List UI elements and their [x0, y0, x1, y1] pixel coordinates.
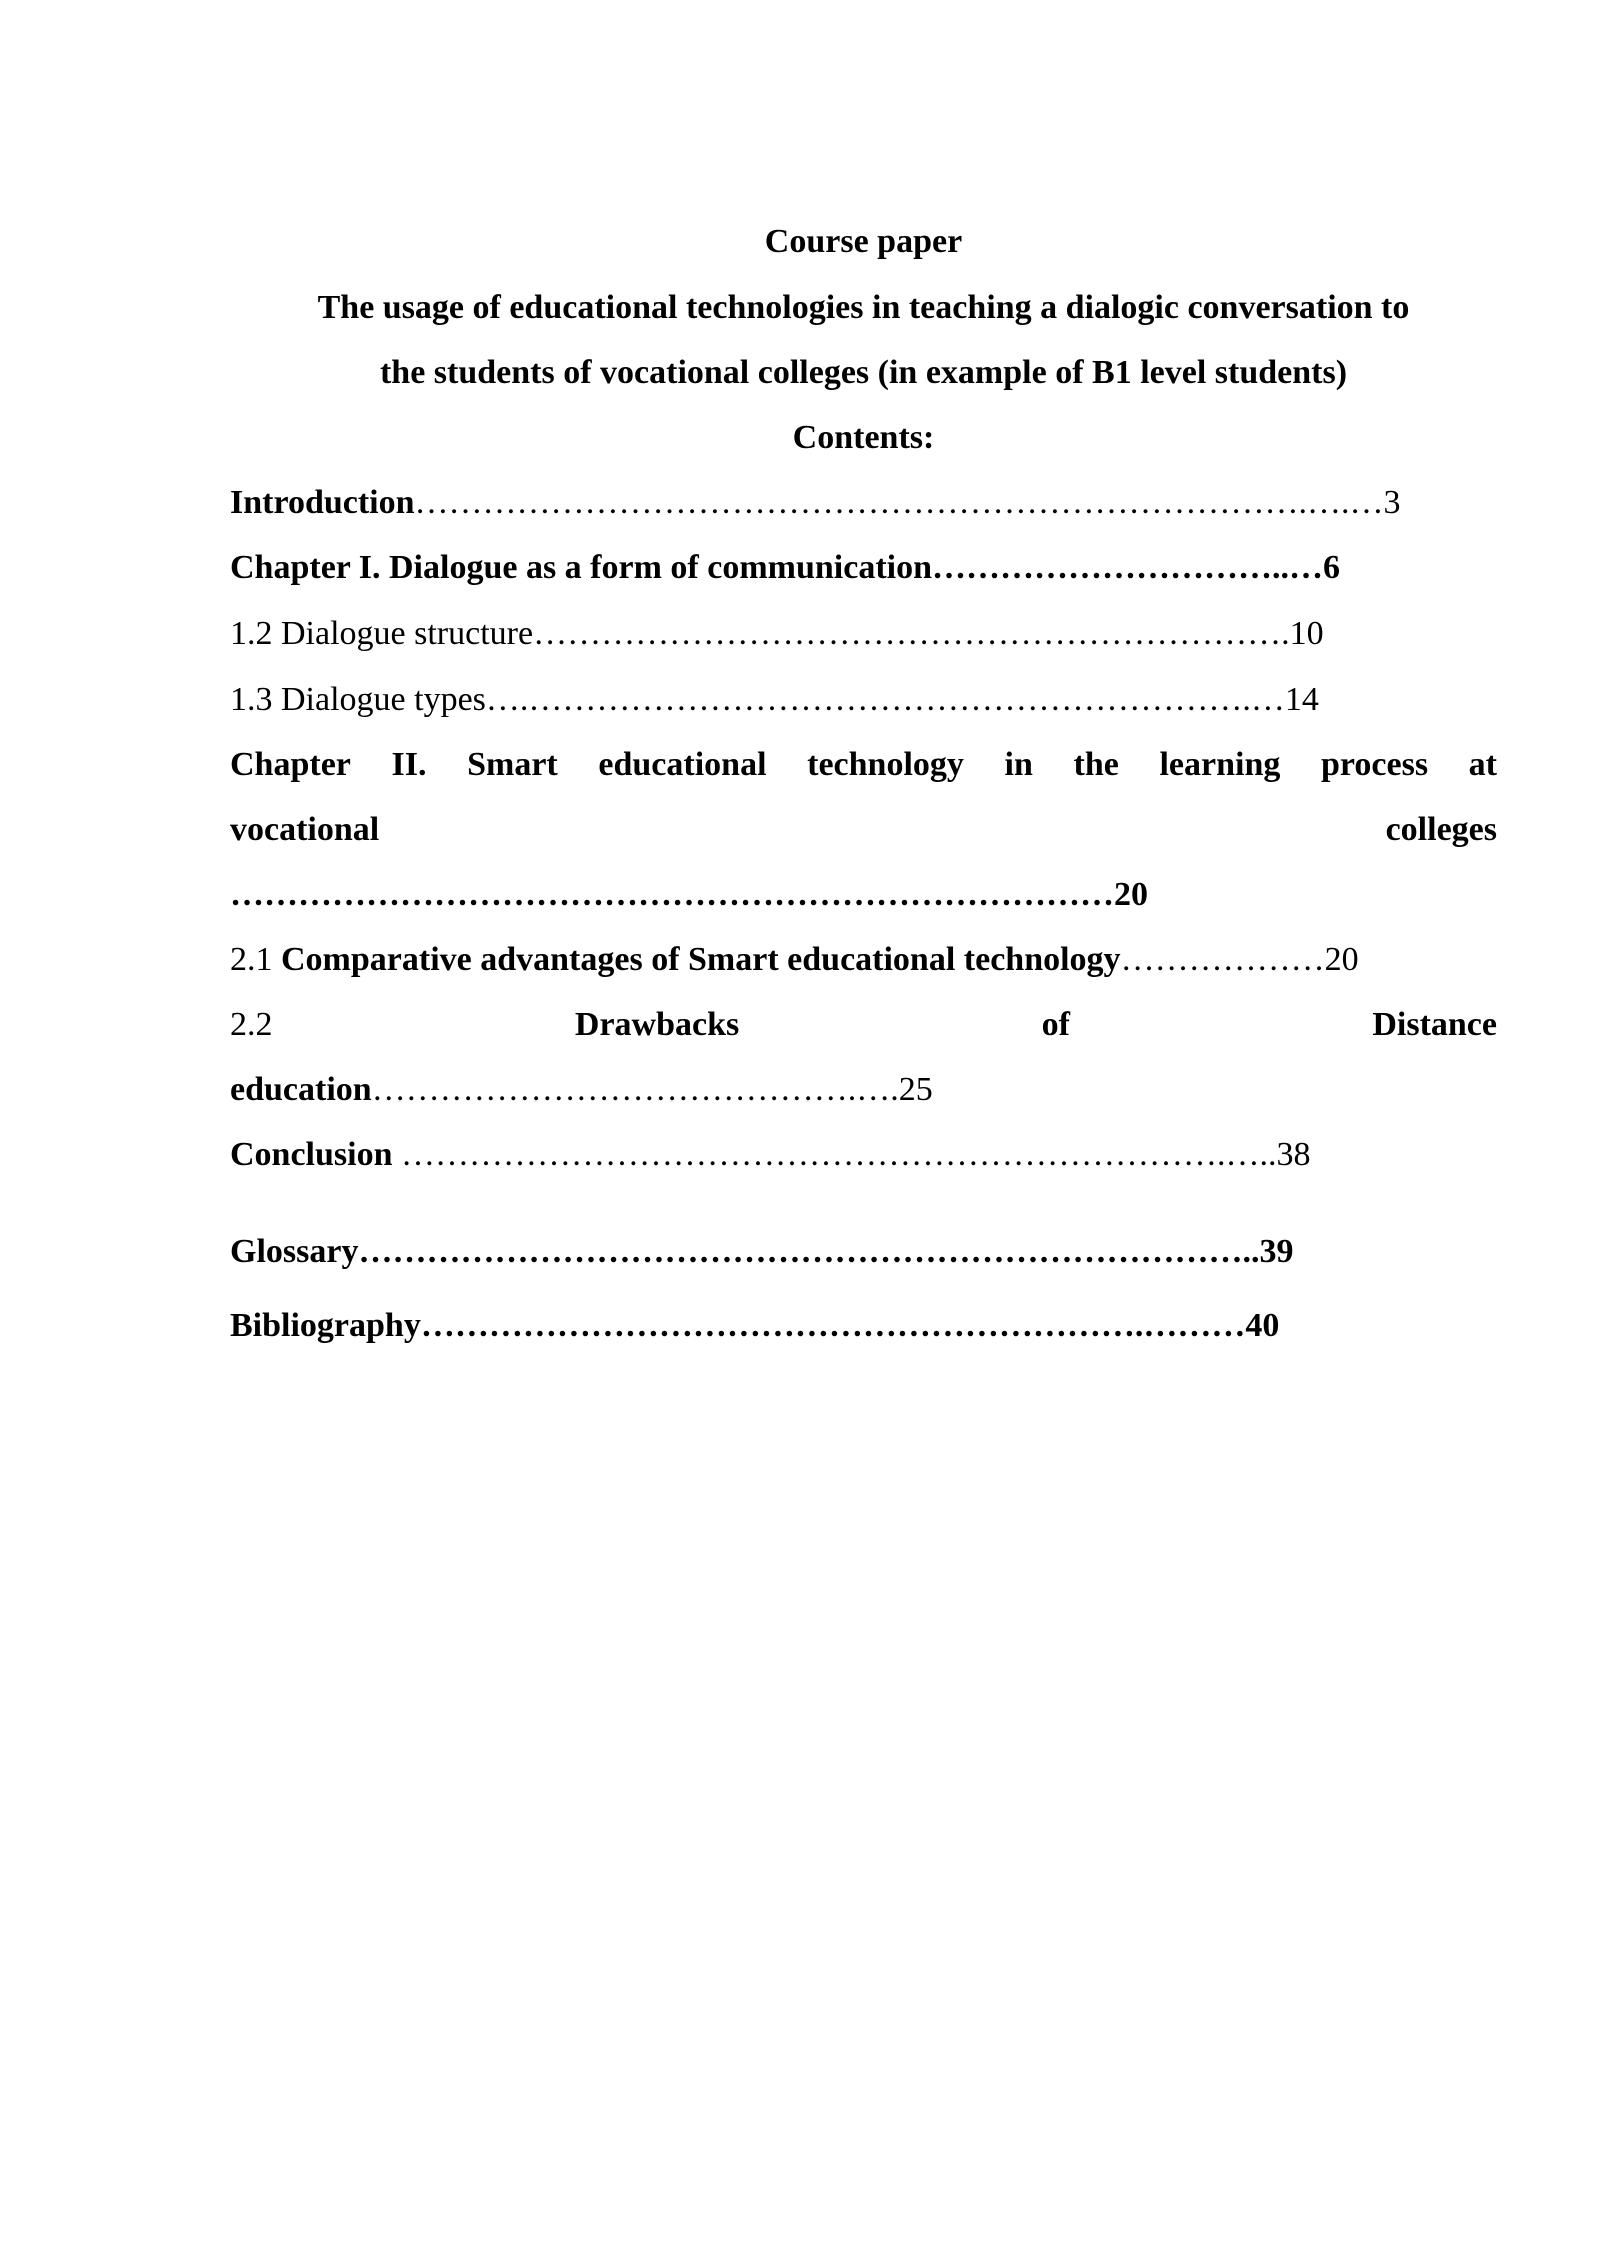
toc-word: colleges — [1385, 811, 1497, 848]
toc-label: 1.2 Dialogue structure — [230, 615, 534, 652]
toc-word: in — [1004, 746, 1033, 783]
toc-label: Chapter I. Dialogue as a form of communication — [230, 549, 932, 586]
toc-page: 10 — [1289, 615, 1324, 652]
toc-entry-1-3[interactable] — [230, 680, 1485, 720]
toc-page: .38 — [1268, 1136, 1311, 1173]
toc-word: technology — [807, 746, 964, 783]
toc-page: 14 — [1284, 681, 1319, 718]
toc-word: learning — [1159, 746, 1281, 783]
toc-page: 40 — [1245, 1307, 1280, 1344]
toc-prefix: 2.1 — [230, 941, 281, 978]
title-line-2: the students of vocational colleges (in example of B1 level students) — [379, 354, 1348, 391]
toc-word: Drawbacks — [574, 1006, 740, 1043]
toc-page: 25 — [898, 1071, 933, 1108]
toc-word: Smart — [467, 746, 558, 783]
toc-entry-glossary[interactable] — [230, 1232, 1485, 1272]
toc-entry-conclusion[interactable] — [230, 1135, 1475, 1175]
toc-leader: ……………………………………………………………….…. — [401, 1136, 1268, 1173]
toc-word: II. — [391, 746, 427, 783]
toc-label: Glossary — [230, 1233, 359, 1270]
toc-leader: ……………… — [1120, 941, 1325, 978]
toc-entry-2-2-line-1[interactable] — [230, 1005, 1497, 1045]
toc-label: education — [230, 1071, 372, 1108]
toc-leader: …………………………………………………………. — [533, 615, 1290, 652]
toc-entry-2-2-line-2[interactable] — [230, 1070, 1062, 1110]
toc-leader: …………………………………………………………………….….… — [414, 484, 1384, 521]
toc-entry-1-2[interactable] — [230, 614, 1490, 654]
toc-page: 6 — [1323, 549, 1340, 586]
toc-page: .39 — [1250, 1233, 1294, 1270]
toc-entry-2-1[interactable] — [230, 940, 1490, 980]
toc-label: Comparative advantages of Smart educational technology — [281, 941, 1121, 978]
document-label: Course paper — [764, 223, 963, 260]
toc-word: Chapter — [230, 746, 351, 783]
toc-leader: …………………………..… — [932, 549, 1323, 586]
toc-leader: …………………………………….…. — [371, 1071, 899, 1108]
contents-heading: Contents: — [792, 419, 935, 456]
toc-entry-chapter-1[interactable] — [230, 548, 1470, 588]
toc-word: at — [1468, 746, 1497, 783]
toc-leader: ……………………………………………………………………. — [358, 1233, 1251, 1270]
toc-word: Distance — [1372, 1006, 1497, 1043]
toc-page: 20 — [1114, 876, 1148, 913]
toc-word: educational — [598, 746, 767, 783]
toc-page: 3 — [1383, 484, 1401, 521]
toc-entry-chapter-2-line-2[interactable] — [230, 810, 1497, 850]
toc-word: vocational — [230, 811, 380, 848]
toc-leader: ….……………………………………………………….… — [485, 681, 1285, 718]
toc-label: Introduction — [230, 484, 415, 521]
toc-entry-chapter-2-line-1[interactable] — [230, 745, 1497, 785]
title-line-1: The usage of educational technologies in teaching a dialogic conversation to — [317, 289, 1410, 326]
toc-leader: …………………………………………………………………… — [230, 876, 1114, 913]
toc-word: the — [1073, 746, 1119, 783]
toc-entry-chapter-2-line-3[interactable] — [230, 875, 1285, 915]
toc-entry-introduction[interactable] — [230, 483, 1470, 523]
toc-label: Conclusion — [230, 1136, 401, 1173]
toc-word: 2.2 — [230, 1006, 273, 1043]
toc-label: Bibliography — [230, 1307, 421, 1344]
toc-entry-bibliography[interactable] — [230, 1306, 1480, 1346]
toc-word: process — [1321, 746, 1429, 783]
toc-word: of — [1041, 1006, 1070, 1043]
toc-page: 20 — [1324, 941, 1359, 978]
toc-leader: ……………………………………………………….……… — [420, 1307, 1246, 1344]
toc-label: 1.3 Dialogue types — [230, 681, 486, 718]
